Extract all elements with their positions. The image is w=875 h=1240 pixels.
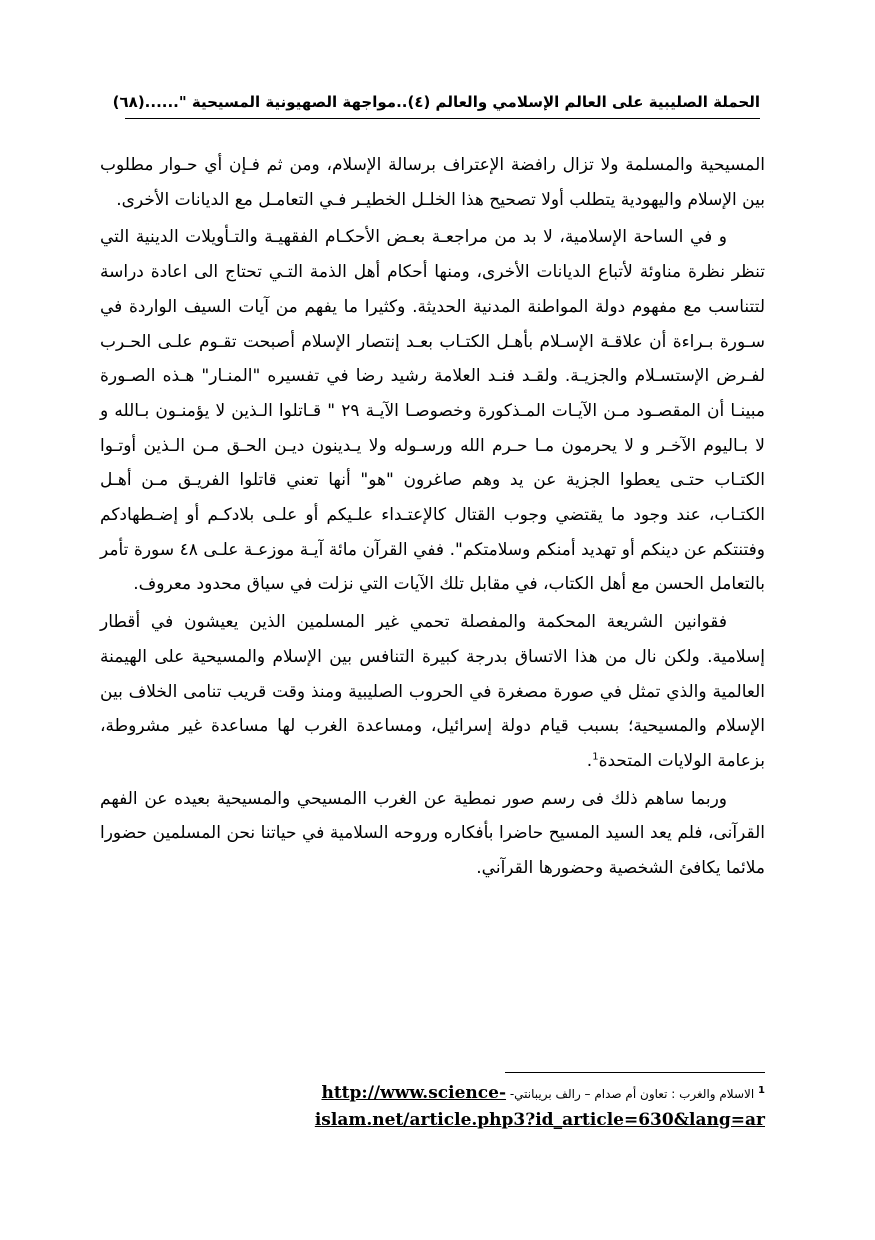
paragraph-2: و في الساحة الإسلامية، لا بد من مراجعـة بعـض الأحكـام الفقهيـة والتـأويلات الدينية التي تنظر نظرة مناوئة لأتباع الديانات الأخرى، ومنها أحكام أهل الذمة التـي تحتاج الى اعادة دراسة لتتناسب مع مفهوم دولة المواطنة المدنية الحديثة. وكثيرا ما يفهم من آيات السيف الواردة في سـورة بـراءة أن علاقـة الإسـلام بأهـل الكتـاب بعـد إنتصار الإسلام أصبحت تقـوم علـى الحـرب لفـرض الإستسـلام والجزيـة. ولقـد فنـد العلامة رشيد رضا في تفسيره "المنـار" هـذه الصـورة مبينـا أن المقصـود مـن الآيـات المـذكورة وخصوصـا الآيـة ٢٩ " قـاتلوا الـذين لا يؤمنـون بـالله و لا بـاليوم الآخـر و لا يحرمون مـا حـرم الله ورسـوله ولا يـدينون ديـن الحـق مـن الـذين أوتـوا الكتـاب حتـى يعطوا الجزية عن يد وهم صاغرون "هو" أنها تعني قاتلوا الفريـق مـن أهـل الكتـاب، عند وجود ما يقتضي وجوب القتال كالإعتـداء علـيكم أو علـى بلادكـم أو إضـطهادكم وفتنتكم عن دينكم أو تهديد أمنكم وسلامتكم". ففي القرآن مائة آيـة موزعـة علـى ٤٨ سورة تأمر بالتعامل الحسن مع أهل الكتاب، في مقابل تلك الآيات التي نزلت في سياق محدود معروف. bbox=[100, 227, 765, 595]
footnote-reference[interactable]: 1 bbox=[592, 751, 599, 763]
footnote-link-part2[interactable]: islam.net/article.php3?id_article=630&lang=ar bbox=[314, 1110, 765, 1130]
running-header bbox=[112, 86, 760, 119]
page-number: (٦٨) bbox=[112, 93, 145, 111]
footnote-line-1 bbox=[230, 1078, 765, 1107]
footnote-text: الاسلام والغرب : تعاون أم صدام – رالف بريبانتي- bbox=[509, 1087, 755, 1101]
footnote-number: 1 bbox=[758, 1085, 765, 1096]
paragraph-3 bbox=[100, 605, 765, 779]
header-title: الحملة الصليبية على العالم الإسلامي والعالم (٤)..مواجهة الصهيونية المسيحية "...... bbox=[144, 93, 760, 111]
footnote bbox=[230, 1078, 765, 1133]
body-text bbox=[100, 148, 765, 889]
paragraph-1: المسيحية والمسلمة ولا تزال رافضة الإعتراف برسالة الإسلام، ومن ثم فـإن أي حـوار مطلوب بين الإسلام واليهودية يتطلب أولا تصحيح هذا الخلـل الخطيـر فـي التعامـل مع الديانات الأخرى. bbox=[100, 155, 765, 210]
paragraph-4: وربما ساهم ذلك فى رسم صور نمطية عن الغرب االمسيحي والمسيحية بعيده عن الفهم القرآنى، فلم يعد السيد المسيح حاضرا بأفكاره وروحه السلامية في حياتنا نحن المسلمين حضورا ملائما يكافئ الشخصية وحضورها القرآني. bbox=[100, 788, 765, 879]
footnote-link-part1[interactable]: http://www.science- bbox=[321, 1083, 507, 1103]
paragraph-3-end: . bbox=[586, 750, 593, 771]
footnote-separator bbox=[505, 1072, 765, 1073]
paragraph-3-text: فقوانين الشريعة المحكمة والمفصلة تحمي غير المسلمين الذين يعيشون في أقطار إسلامية. ولكن نال من هذا الاتساق بدرجة كبيرة التنافس بين الإسلام والمسيحية على الهيمنة العالمية والذي تمثل في صورة مصغرة في الحروب الصليبية ومنذ وقت قريب تنامى الخلاف بين الإسلام والمسيحية؛ بسبب قيام دولة إسرائيل، ومساعدة الغرب لها مساعدة غير مشروطة، بزعامة الولايات المتحدة bbox=[100, 612, 765, 771]
